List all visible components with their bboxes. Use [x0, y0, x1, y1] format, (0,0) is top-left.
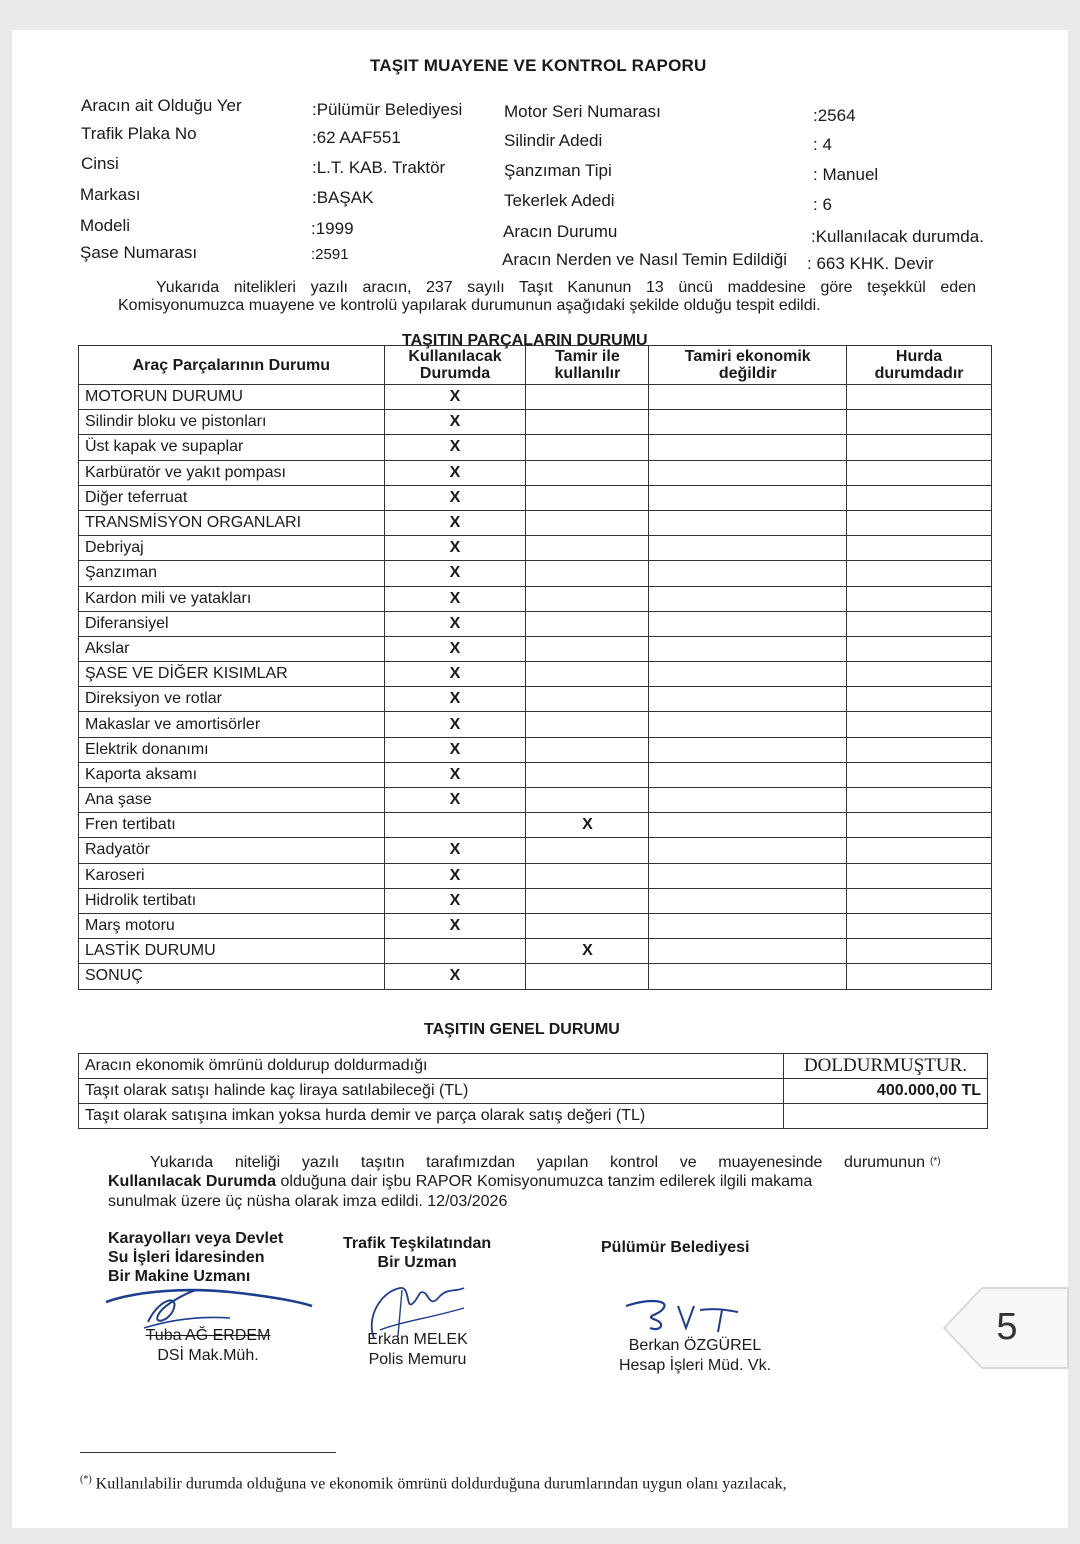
- info-label-condition: Aracın Durumu: [503, 222, 618, 241]
- table-row: [79, 838, 992, 863]
- repairable-mark: [526, 737, 649, 762]
- signature-3-footer: [600, 1336, 790, 1376]
- scrap-mark: [847, 435, 992, 460]
- table-row: [79, 687, 992, 712]
- info-value-gearbox: : Manuel: [813, 165, 879, 184]
- uneconomic-mark: [649, 687, 847, 712]
- parts-header-part: Araç Parçalarının Durumu: [79, 346, 385, 385]
- repairable-mark: [526, 913, 649, 938]
- scrap-mark: [847, 788, 992, 813]
- uneconomic-mark: [649, 712, 847, 737]
- table-row: [79, 510, 992, 535]
- general-status-table: [78, 1053, 988, 1129]
- usable-mark: X: [384, 385, 526, 410]
- repairable-mark: X: [526, 939, 649, 964]
- part-name: Marş motoru: [79, 913, 385, 938]
- usable-mark: [384, 939, 526, 964]
- repairable-mark: [526, 510, 649, 535]
- part-name: Hidrolik tertibatı: [79, 888, 385, 913]
- uneconomic-mark: [649, 460, 847, 485]
- repairable-mark: [526, 636, 649, 661]
- signature-3-title: Hesap İşleri Müd. Vk.: [618, 1357, 772, 1374]
- general-label: Taşıt olarak satışı halinde kaç liraya satılabileceği (TL): [79, 1079, 784, 1104]
- closing-footnote-ref: (*): [930, 1156, 941, 1167]
- scrap-mark: [847, 888, 992, 913]
- usable-mark: X: [384, 964, 526, 989]
- scrap-mark: [847, 813, 992, 838]
- info-value-wheels: : 6: [813, 195, 832, 214]
- repairable-mark: [526, 460, 649, 485]
- uneconomic-mark: [649, 435, 847, 460]
- scrap-mark: [847, 586, 992, 611]
- table-row: [79, 888, 992, 913]
- info-value-owner: :Pülümür Belediyesi: [312, 100, 463, 119]
- table-row: [79, 460, 992, 485]
- info-value-plate: :62 AAF551: [312, 128, 401, 147]
- part-name: Diğer teferruat: [79, 485, 385, 510]
- repairable-mark: [526, 485, 649, 510]
- parts-header-repairable: Tamir ile kullanılır: [526, 346, 649, 385]
- repairable-mark: [526, 662, 649, 687]
- signature-1-heading-line: Karayolları veya Devlet: [108, 1230, 284, 1247]
- repairable-mark: [526, 888, 649, 913]
- info-label-brand: Markası: [80, 185, 141, 204]
- part-name: Silindir bloku ve pistonları: [79, 410, 385, 435]
- usable-mark: X: [384, 636, 526, 661]
- signature-1-heading: [108, 1229, 283, 1286]
- footnote-text: Kullanılabilir durumda olduğuna ve ekonomik ömrünü doldurduğuna durumlarından uygun olanı yazılacak,: [91, 1475, 787, 1493]
- scrap-mark: [847, 863, 992, 888]
- scrap-mark: [847, 662, 992, 687]
- info-label-cylinders: Silindir Adedi: [504, 131, 603, 150]
- signature-3-heading-line: Pülümür Belediyesi: [601, 1239, 750, 1256]
- uneconomic-mark: [649, 536, 847, 561]
- usable-mark: X: [384, 410, 526, 435]
- usable-mark: X: [384, 762, 526, 787]
- signature-3-name: Berkan ÖZGÜREL: [628, 1337, 762, 1354]
- scrap-mark: [847, 737, 992, 762]
- part-name: Direksiyon ve rotlar: [79, 687, 385, 712]
- closing-line-3: sunulmak üzere üç nüsha olarak imza edildi. 12/03/2026: [108, 1193, 508, 1210]
- info-label-acquisition: Aracın Nerden ve Nasıl Temin Edildiği: [502, 250, 788, 269]
- repairable-mark: [526, 964, 649, 989]
- uneconomic-mark: [649, 485, 847, 510]
- scrap-mark: [847, 410, 992, 435]
- table-row: [79, 611, 992, 636]
- part-name: Fren tertibatı: [79, 813, 385, 838]
- usable-mark: X: [384, 737, 526, 762]
- parts-section-title: TAŞITIN PARÇALARIN DURUMU: [402, 332, 648, 349]
- uneconomic-mark: [649, 788, 847, 813]
- table-row: [79, 536, 992, 561]
- uneconomic-mark: [649, 964, 847, 989]
- part-name: Makaslar ve amortisörler: [79, 712, 385, 737]
- scrap-mark: [847, 385, 992, 410]
- repairable-mark: [526, 712, 649, 737]
- scrap-mark: [847, 712, 992, 737]
- signature-2-heading-line: Bir Uzman: [377, 1254, 457, 1271]
- uneconomic-mark: [649, 385, 847, 410]
- usable-mark: [384, 813, 526, 838]
- part-name: Karbüratör ve yakıt pompası: [79, 460, 385, 485]
- signature-2-title: Polis Memuru: [368, 1351, 467, 1368]
- scrap-mark: [847, 687, 992, 712]
- signature-1-heading-line: Su İşleri İdaresinden: [108, 1249, 265, 1266]
- closing-line-2-text: olduğuna dair işbu RAPOR Komisyonumuzca tanzim edilerek ilgili makama: [276, 1173, 813, 1190]
- table-row: [79, 662, 992, 687]
- table-row: [79, 410, 992, 435]
- table-row: [79, 913, 992, 938]
- table-row: [79, 788, 992, 813]
- info-value-brand: :BAŞAK: [312, 188, 374, 207]
- uneconomic-mark: [649, 939, 847, 964]
- signature-1-title: DSİ Mak.Müh.: [157, 1347, 259, 1364]
- table-row: [79, 561, 992, 586]
- scrap-mark: [847, 762, 992, 787]
- signature-2-name: Erkan MELEK: [367, 1331, 468, 1348]
- scrap-mark: [847, 536, 992, 561]
- uneconomic-mark: [649, 410, 847, 435]
- repairable-mark: [526, 586, 649, 611]
- uneconomic-mark: [649, 636, 847, 661]
- repairable-mark: [526, 561, 649, 586]
- uneconomic-mark: [649, 662, 847, 687]
- scrap-mark: [847, 964, 992, 989]
- general-label: Aracın ekonomik ömrünü doldurup doldurmadığı: [79, 1054, 784, 1079]
- repairable-mark: [526, 838, 649, 863]
- uneconomic-mark: [649, 888, 847, 913]
- scrap-mark: [847, 561, 992, 586]
- repairable-mark: [526, 536, 649, 561]
- signature-1-name: Tuba AĞ ERDEM: [145, 1327, 271, 1344]
- table-row: [79, 863, 992, 888]
- info-label-plate: Trafik Plaka No: [81, 124, 197, 143]
- signature-1-heading-line: Bir Makine Uzmanı: [108, 1268, 251, 1285]
- parts-header-row: [79, 346, 992, 385]
- general-label: Taşıt olarak satışına imkan yoksa hurda demir ve parça olarak satış değeri (TL): [79, 1104, 784, 1129]
- scrap-mark: [847, 510, 992, 535]
- info-label-gearbox: Şanzıman Tipi: [504, 161, 612, 180]
- uneconomic-mark: [649, 510, 847, 535]
- uneconomic-mark: [649, 737, 847, 762]
- table-row: [79, 813, 992, 838]
- part-name: Diferansiyel: [79, 611, 385, 636]
- repairable-mark: [526, 385, 649, 410]
- repairable-mark: [526, 687, 649, 712]
- uneconomic-mark: [649, 561, 847, 586]
- usable-mark: X: [384, 510, 526, 535]
- uneconomic-mark: [649, 586, 847, 611]
- table-row: [79, 636, 992, 661]
- usable-mark: X: [384, 536, 526, 561]
- usable-mark: X: [384, 611, 526, 636]
- part-name: Ana şase: [79, 788, 385, 813]
- intro-line-1: Yukarıda nitelikleri yazılı aracın, 237 sayılı Taşıt Kanunun 13 üncü maddesine göre teşekkül eden: [156, 279, 976, 296]
- page-number: 5: [996, 1306, 1018, 1348]
- repairable-mark: [526, 762, 649, 787]
- uneconomic-mark: [649, 863, 847, 888]
- table-row: [79, 939, 992, 964]
- scrap-mark: [847, 611, 992, 636]
- table-row: [79, 712, 992, 737]
- table-row: [79, 586, 992, 611]
- repairable-mark: X: [526, 813, 649, 838]
- usable-mark: X: [384, 561, 526, 586]
- scrap-mark: [847, 485, 992, 510]
- intro-line-2: Komisyonumuzca muayene ve kontrolü yapılarak durumunun aşağıdaki şekilde olduğu tespit edildi.: [118, 297, 821, 314]
- general-value: 400.000,00 TL: [784, 1079, 988, 1104]
- usable-mark: X: [384, 863, 526, 888]
- closing-line-1-text: Yukarıda niteliği yazılı taşıtın tarafımızdan yapılan kontrol ve muayenesinde durumunun: [150, 1154, 925, 1171]
- scrap-mark: [847, 913, 992, 938]
- signature-3-heading: [601, 1238, 750, 1257]
- part-name: LASTİK DURUMU: [79, 939, 385, 964]
- signature-2-heading: [343, 1234, 491, 1272]
- info-label-owner: Aracın ait Olduğu Yer: [81, 96, 242, 115]
- usable-mark: X: [384, 838, 526, 863]
- part-name: SONUÇ: [79, 964, 385, 989]
- uneconomic-mark: [649, 611, 847, 636]
- usable-mark: X: [384, 788, 526, 813]
- parts-header-uneconomic: Tamiri ekonomik değildir: [649, 346, 847, 385]
- general-row: [79, 1079, 988, 1104]
- uneconomic-mark: [649, 813, 847, 838]
- usable-mark: X: [384, 712, 526, 737]
- part-name: Karoseri: [79, 863, 385, 888]
- usable-mark: X: [384, 460, 526, 485]
- general-section-title: TAŞITIN GENEL DURUMU: [424, 1021, 620, 1038]
- info-value-cylinders: : 4: [813, 135, 832, 154]
- parts-header-usable: Kullanılacak Durumda: [384, 346, 526, 385]
- closing-line-2: [108, 1172, 942, 1191]
- info-value-model: :1999: [311, 219, 354, 238]
- general-value: DOLDURMUŞTUR.: [784, 1054, 988, 1079]
- signature-2-footer: [340, 1330, 495, 1370]
- part-name: Şanzıman: [79, 561, 385, 586]
- part-name: Üst kapak ve supaplar: [79, 435, 385, 460]
- general-value: [784, 1104, 988, 1129]
- usable-mark: X: [384, 687, 526, 712]
- info-value-chassis: :2591: [311, 246, 349, 263]
- table-row: [79, 485, 992, 510]
- parts-table: [78, 345, 992, 990]
- repairable-mark: [526, 410, 649, 435]
- uneconomic-mark: [649, 762, 847, 787]
- info-label-engine-serial: Motor Seri Numarası: [504, 102, 661, 121]
- uneconomic-mark: [649, 913, 847, 938]
- part-name: ŞASE VE DİĞER KISIMLAR: [79, 662, 385, 687]
- part-name: Akslar: [79, 636, 385, 661]
- info-label-chassis: Şase Numarası: [80, 243, 198, 262]
- table-row: [79, 737, 992, 762]
- info-value-acquisition: : 663 KHK. Devir: [807, 254, 934, 273]
- info-label-model: Modeli: [80, 216, 131, 235]
- usable-mark: X: [384, 586, 526, 611]
- info-value-engine-serial: :2564: [813, 106, 856, 125]
- uneconomic-mark: [649, 838, 847, 863]
- footnote-divider: [80, 1452, 336, 1453]
- part-name: MOTORUN DURUMU: [79, 385, 385, 410]
- part-name: Kardon mili ve yatakları: [79, 586, 385, 611]
- usable-mark: X: [384, 888, 526, 913]
- footnote: [80, 1474, 787, 1493]
- signature-2-heading-line: Trafik Teşkilatından: [343, 1235, 492, 1252]
- scrap-mark: [847, 636, 992, 661]
- general-row: [79, 1104, 988, 1129]
- table-row: [79, 385, 992, 410]
- usable-mark: X: [384, 662, 526, 687]
- footnote-mark: (*): [80, 1474, 92, 1485]
- page-indicator[interactable]: [942, 1286, 1070, 1370]
- info-label-wheels: Tekerlek Adedi: [504, 191, 615, 210]
- closing-status-bold: Kullanılacak Durumda: [108, 1173, 277, 1190]
- table-row: [79, 762, 992, 787]
- part-name: Kaporta aksamı: [79, 762, 385, 787]
- signature-1-footer: [128, 1326, 288, 1366]
- parts-header-scrap: Hurda durumdadır: [847, 346, 992, 385]
- repairable-mark: [526, 435, 649, 460]
- info-value-condition: :Kullanılacak durumda.: [811, 227, 984, 246]
- part-name: Elektrik donanımı: [79, 737, 385, 762]
- info-value-type: :L.T. KAB. Traktör: [312, 158, 446, 177]
- part-name: TRANSMİSYON ORGANLARI: [79, 510, 385, 535]
- document-title: TAŞIT MUAYENE VE KONTROL RAPORU: [370, 56, 707, 75]
- usable-mark: X: [384, 435, 526, 460]
- part-name: Radyatör: [79, 838, 385, 863]
- repairable-mark: [526, 788, 649, 813]
- scrap-mark: [847, 838, 992, 863]
- closing-line-1: [150, 1153, 925, 1172]
- table-row: [79, 964, 992, 989]
- general-row: [79, 1054, 988, 1079]
- scrap-mark: [847, 460, 992, 485]
- table-row: [79, 435, 992, 460]
- usable-mark: X: [384, 485, 526, 510]
- repairable-mark: [526, 863, 649, 888]
- usable-mark: X: [384, 913, 526, 938]
- info-label-type: Cinsi: [81, 154, 119, 173]
- signature-3-mark: [620, 1292, 750, 1338]
- part-name: Debriyaj: [79, 536, 385, 561]
- scrap-mark: [847, 939, 992, 964]
- repairable-mark: [526, 611, 649, 636]
